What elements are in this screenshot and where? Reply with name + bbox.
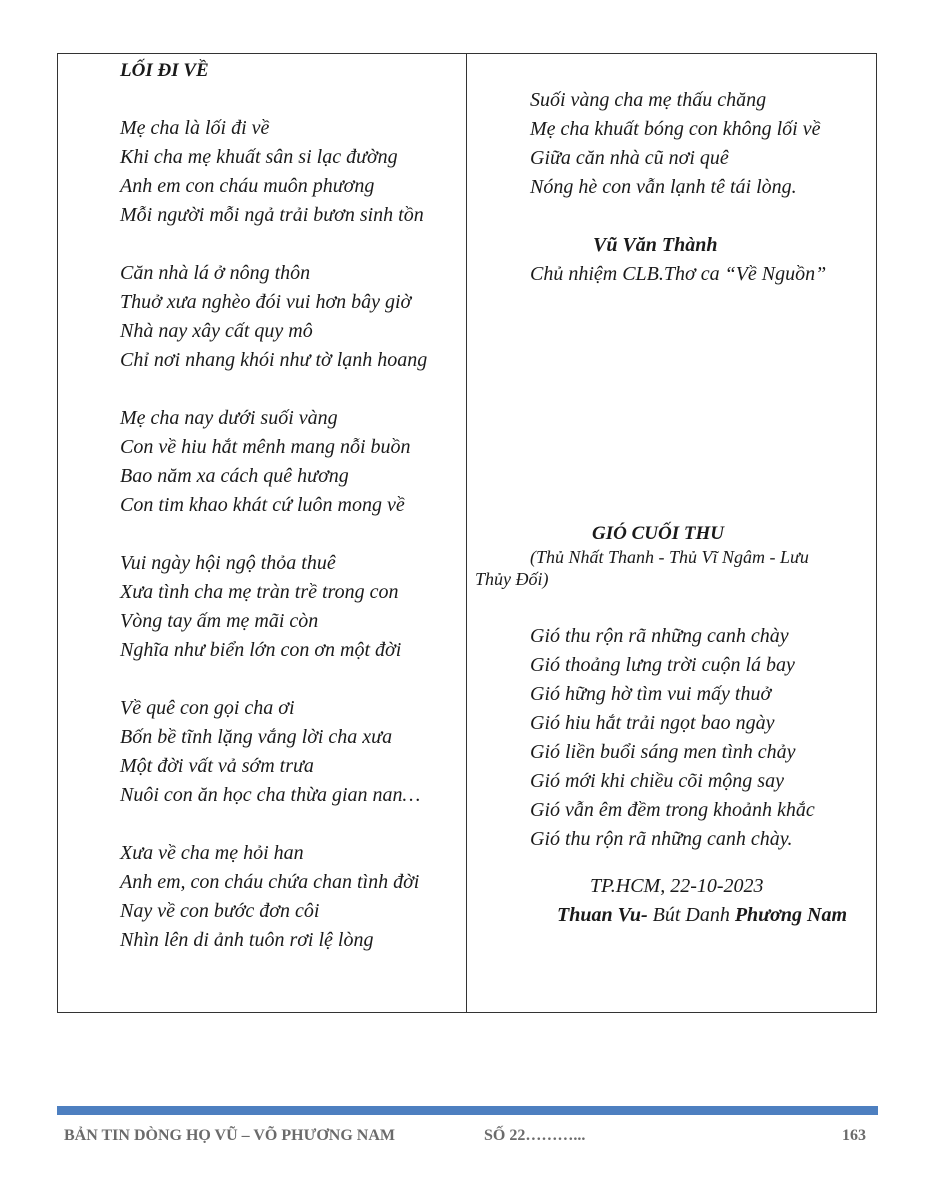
poem-line: Mẹ cha là lối đi về: [120, 117, 270, 139]
poem2-title: GIÓ CUỐI THU: [592, 523, 724, 544]
poem2-subtitle: [475, 546, 869, 590]
poem2-signature: [557, 904, 847, 927]
footer-publication: BẢN TIN DÒNG HỌ VŨ – VÕ PHƯƠNG NAM: [64, 1127, 395, 1144]
poem-line: Nuôi con ăn học cha thừa gian nan…: [120, 784, 421, 806]
poem-line: Gió hững hờ tìm vui mấy thuở: [530, 683, 772, 705]
poem-line: Căn nhà lá ở nông thôn: [120, 262, 311, 284]
poem-line: Nghĩa như biển lớn con ơn một đời: [120, 639, 402, 661]
poem-line: Nay về con bước đơn côi: [120, 900, 320, 922]
poem2-author-name: Thuan Vu-: [557, 904, 648, 926]
poem1-author-role: Chủ nhiệm CLB.Thơ ca “Về Nguồn”: [530, 263, 827, 285]
poem-line: Con về hiu hắt mênh mang nỗi buồn: [120, 436, 411, 458]
poem2-subtitle-line2: Thủy Đối): [475, 569, 549, 589]
poem-line: Giữa căn nhà cũ nơi quê: [530, 147, 729, 169]
poem-line: Anh em, con cháu chứa chan tình đời: [120, 871, 420, 893]
poem-line: Gió hiu hắt trải ngọt bao ngày: [530, 712, 775, 734]
poem2-subtitle-line1: (Thủ Nhất Thanh - Thủ Vĩ Ngâm - Lưu: [530, 547, 809, 567]
poem-line: Mẹ cha khuất bóng con không lối về: [530, 118, 821, 140]
poem-line: Suối vàng cha mẹ thấu chăng: [530, 89, 767, 111]
page-number: 163: [842, 1127, 866, 1144]
poem1-author: Vũ Văn Thành: [593, 234, 718, 256]
poem-line: Gió thu rộn rã những canh chày.: [530, 828, 793, 850]
column-divider: [466, 53, 467, 1013]
poem-line: Con tim khao khát cứ luôn mong về: [120, 494, 405, 516]
poem2-place-date: TP.HCM, 22-10-2023: [590, 875, 764, 897]
poem-line: Mỗi người mỗi ngả trải bươn sinh tồn: [120, 204, 424, 226]
poem2-pen-label: Bút Danh: [652, 904, 730, 926]
poem-line: Một đời vất vả sớm trưa: [120, 755, 314, 777]
poem-line: Về quê con gọi cha ơi: [120, 697, 295, 719]
poem-line: Gió thu rộn rã những canh chày: [530, 625, 789, 647]
poem-line: Thuở xưa nghèo đói vui hơn bây giờ: [120, 291, 412, 313]
footer-bar: [57, 1106, 878, 1115]
poem1-title: LỐI ĐI VỀ: [120, 60, 209, 81]
poem2-pen-name: Phương Nam: [734, 904, 848, 926]
poem-line: Xưa tình cha mẹ tràn trề trong con: [120, 581, 399, 603]
poem-line: Khi cha mẹ khuất sân si lạc đường: [120, 146, 398, 168]
poem-line: Gió vẫn êm đềm trong khoảnh khắc: [530, 799, 815, 821]
poem-line: Xưa về cha mẹ hỏi han: [120, 842, 304, 864]
poem-line: Anh em con cháu muôn phương: [120, 175, 375, 197]
poem-line: Gió mới khi chiều cõi mộng say: [530, 770, 784, 792]
poem-line: Vui ngày hội ngộ thỏa thuê: [120, 552, 336, 574]
poem-line: Mẹ cha nay dưới suối vàng: [120, 407, 338, 429]
poem-line: Bao năm xa cách quê hương: [120, 465, 349, 487]
poem-line: Vòng tay ấm mẹ mãi còn: [120, 610, 319, 632]
poem-line: Nhà nay xây cất quy mô: [120, 320, 313, 342]
poem-line: Nhìn lên di ảnh tuôn rơi lệ lòng: [120, 929, 374, 951]
poem-line: Gió liền buổi sáng men tình chảy: [530, 741, 796, 763]
poem-line: Gió thoảng lưng trời cuộn lá bay: [530, 654, 795, 676]
footer-issue: SỐ 22………...: [484, 1127, 586, 1144]
poem-line: Chỉ nơi nhang khói như tờ lạnh hoang: [120, 349, 428, 371]
poem-line: Nóng hè con vẫn lạnh tê tái lòng.: [530, 176, 797, 198]
poem-line: Bốn bề tĩnh lặng vắng lời cha xưa: [120, 726, 393, 748]
